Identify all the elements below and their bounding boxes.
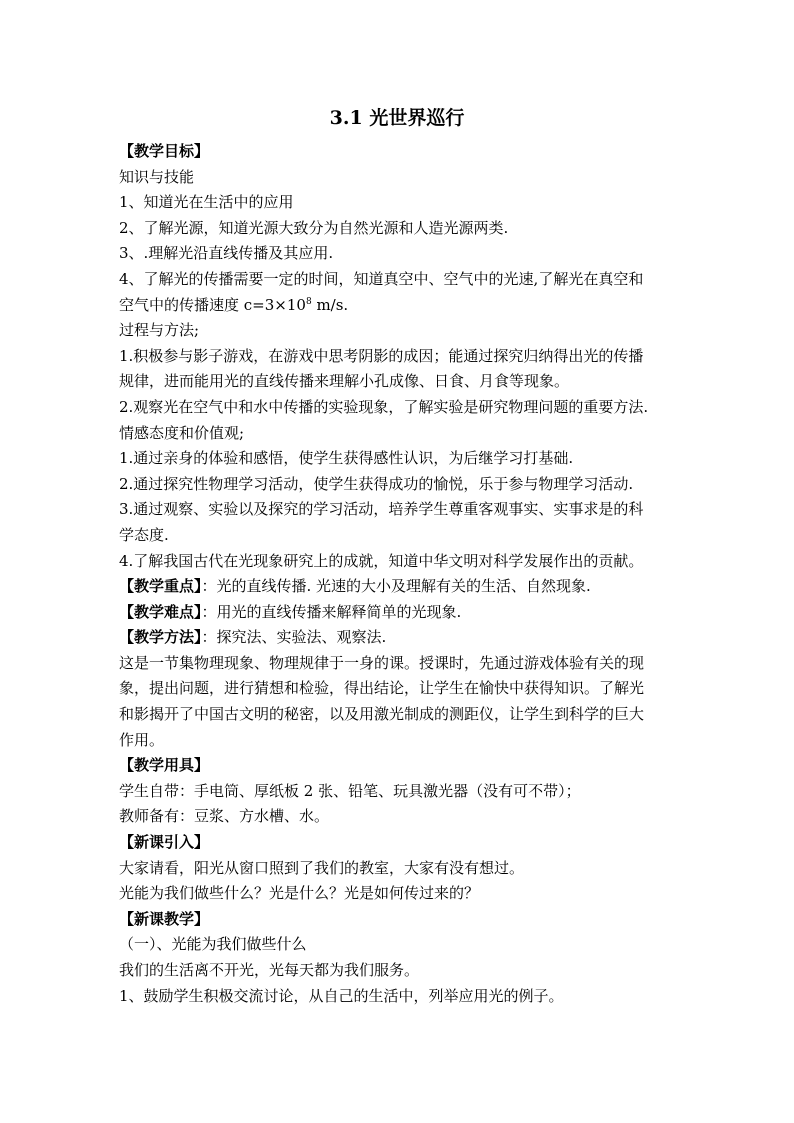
section-heading-new-lesson: 【新课教学】 xyxy=(119,909,210,928)
paragraph-line: 和影揭开了中国古文明的秘密，以及用激光制成的测距仪，让学生到科学的巨大 xyxy=(119,705,645,724)
paragraph-line: 2、了解光源，知道光源大致分为自然光源和人造光源两类. xyxy=(119,218,509,237)
methods-line xyxy=(119,625,679,651)
paragraph-line: 1.积极参与影子游戏，在游戏中思考阴影的成因；能通过探究归纳得出光的传播 xyxy=(119,346,644,365)
paragraph-line: 作用。 xyxy=(119,730,165,749)
methods-text: ：探究法、实验法、观察法. xyxy=(201,628,387,647)
paragraph-line: 1.通过亲身的体验和感悟，使学生获得感性认识，为后继学习打基础. xyxy=(119,449,574,468)
section-heading-introduction: 【新课引入】 xyxy=(119,833,210,852)
speed-text-part: 空气中的传播速度 c=3×10 xyxy=(119,295,306,314)
section-heading-key-points: 【教学重点】 xyxy=(119,577,202,596)
subheading-attitudes-values: 情感态度和价值观; xyxy=(119,423,245,442)
section-heading-teaching-tools: 【教学用具】 xyxy=(119,756,210,775)
section-heading-teaching-goals: 【教学目标】 xyxy=(119,142,210,160)
difficulties-text: ：用光的直线传播来解释简单的光现象. xyxy=(201,602,462,621)
subheading-knowledge-skills: 知识与技能 xyxy=(119,167,195,186)
paragraph-line: 教师备有：豆浆、方水槽、水。 xyxy=(119,807,330,826)
paragraph-line: 象，提出问题，进行猜想和检验，得出结论，让学生在愉快中获得知识。了解光 xyxy=(119,679,645,698)
paragraph-line: 3、.理解光沿直线传播及其应用. xyxy=(119,244,334,263)
paragraph-line: 我们的生活离不开光，光每天都为我们服务。 xyxy=(119,961,420,979)
section-heading-methods: 【教学方法】 xyxy=(119,628,202,647)
speed-unit-text: m/s. xyxy=(311,295,349,314)
difficulties-line xyxy=(119,600,679,626)
paragraph-line: 4.了解我国古代在光现象研究上的成就，知道中华文明对科学发展作出的贡献。 xyxy=(119,551,644,570)
paragraph-line: 2.通过探究性物理学习活动，使学生获得成功的愉悦，乐于参与物理学习活动. xyxy=(119,474,634,493)
section-heading-difficulties: 【教学难点】 xyxy=(119,602,202,621)
paragraph-line: 学态度. xyxy=(119,525,169,544)
key-points-text: ：光的直线传播. 光速的大小及理解有关的生活、自然现象. xyxy=(201,577,591,596)
paragraph-line: 学生自带：手电筒、厚纸板 2 张、铅笔、玩具激光器（没有可不带）； xyxy=(119,781,581,800)
document-title: 3.1 光世界巡行 xyxy=(329,107,465,129)
paragraph-line-speed-of-light xyxy=(119,293,679,319)
paragraph-line: 3.通过观察、实验以及探究的学习活动，培养学生尊重客观事实、实事求是的科 xyxy=(119,500,644,519)
paragraph-line: 这是一节集物理现象、物理规律于一身的课。授课时，先通过游戏体验有关的现 xyxy=(119,653,645,672)
paragraph-line: 1、知道光在生活中的应用 xyxy=(119,193,294,212)
exponent-superscript: 8 xyxy=(305,296,312,307)
paragraph-line: 2.观察光在空气中和水中传播的实验现象，了解实验是研究物理问题的重要方法. xyxy=(119,397,649,416)
paragraph-line: 大家请看，阳光从窗口照到了我们的教室，大家有没有想过。 xyxy=(119,858,525,877)
paragraph-line: 规律，进而能用光的直线传播来理解小孔成像、日食、月食等现象。 xyxy=(119,372,570,391)
paragraph-line: 光能为我们做些什么？光是什么？光是如何传过来的？ xyxy=(119,884,480,903)
subheading-process-methods: 过程与方法; xyxy=(119,321,200,340)
paragraph-line: 1、鼓励学生积极交流讨论，从自己的生活中，列举应用光的例子。 xyxy=(119,986,564,1005)
subheading-part-one: （一）、光能为我们做些什么 xyxy=(119,935,307,954)
key-points-line xyxy=(119,574,679,600)
paragraph-line: 4、了解光的传播需要一定的时间，知道真空中、空气中的光速,了解光在真空和 xyxy=(119,269,644,288)
document-body xyxy=(119,139,679,1009)
